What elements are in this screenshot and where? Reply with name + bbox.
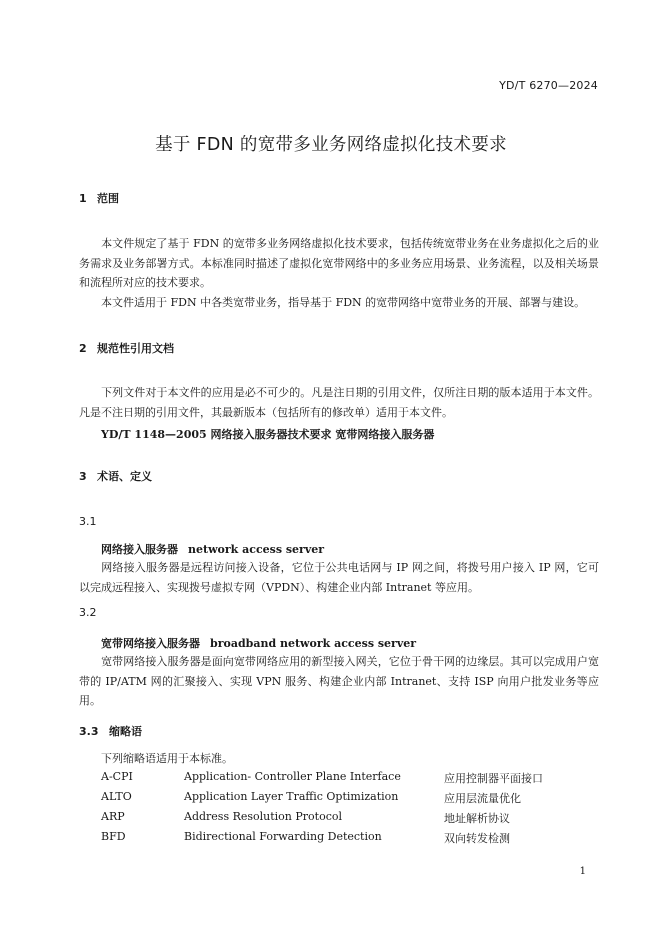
abbreviation-full: Bidirectional Forwarding Detection: [184, 830, 382, 843]
standard-number: YD/T 6270—2024: [499, 79, 598, 92]
abbreviation: BFD: [101, 830, 126, 843]
abbreviation-cn: 地址解析协议: [444, 812, 510, 825]
abbreviation: A-CPI: [101, 770, 133, 783]
section-number: 3.3: [79, 725, 99, 738]
abbreviation-cn: 应用控制器平面接口: [444, 772, 543, 785]
section-1-paragraph-1: 本文件规定了基于 FDN 的宽带多业务网络虚拟化技术要求，包括传统宽带业务在业务虚拟化之后的业务需求及业务部署方式。本标准同时描述了虚拟化宽带网络中的多业务应用场景、业务流程，以及相关场景和流程所对应的技术要求。: [79, 237, 599, 290]
abbreviation-full: Application Layer Traffic Optimization: [184, 790, 399, 803]
section-1-heading: [79, 190, 119, 206]
section-1-paragraph-2: 本文件适用于 FDN 中各类宽带业务，指导基于 FDN 的宽带网络中宽带业务的开展、部署与建设。: [101, 296, 586, 309]
abbreviation: ARP: [101, 810, 125, 823]
section-title: 缩略语: [109, 725, 142, 738]
term-3-2-number: 3.2: [79, 606, 97, 619]
abbreviation-row: [101, 770, 601, 788]
abbreviations-intro: 下列缩略语适用于本标准。: [101, 752, 233, 765]
term-3-1-definition: 网络接入服务器是远程访问接入设备，它位于公共电话网与 IP 网之间，将拨号用户接入 IP 网，它可以完成远程接入、实现拨号虚拟专网（VPDN）、构建企业内部 Intranet 等应用。: [79, 561, 599, 594]
section-title: 规范性引用文档: [97, 342, 174, 355]
document-title: 基于 FDN 的宽带多业务网络虚拟化技术要求: [155, 135, 507, 155]
section-number: 2: [79, 342, 87, 355]
term-3-1-number: 3.1: [79, 515, 97, 528]
abbreviation: ALTO: [101, 790, 132, 803]
section-number: 1: [79, 192, 87, 205]
term-3-1-title: 网络接入服务器 network access server: [101, 543, 325, 556]
page-number: 1: [579, 866, 586, 877]
section-3-heading: [79, 468, 152, 484]
section-title: 范围: [97, 192, 119, 205]
abbreviation-row: [101, 810, 601, 828]
abbreviation-cn: 双向转发检测: [444, 832, 510, 845]
normative-reference: YD/T 1148—2005 网络接入服务器技术要求 宽带网络接入服务器: [101, 428, 435, 441]
abbreviation-full: Address Resolution Protocol: [184, 810, 343, 823]
section-3-3-heading: [79, 723, 142, 739]
section-2-heading: [79, 340, 174, 356]
term-3-2-title: 宽带网络接入服务器 broadband network access server: [101, 637, 417, 650]
abbreviation-cn: 应用层流量优化: [444, 792, 521, 805]
term-3-2-definition: 宽带网络接入服务器是面向宽带网络应用的新型接入网关，它位于骨干网的边缘层。其可以完成用户宽带的 IP/ATM 网的汇聚接入、实现 VPN 服务、构建企业内部 Intranet、支持 ISP 向用户批发业务等应用。: [79, 655, 599, 708]
section-number: 3: [79, 470, 87, 483]
abbreviation-row: [101, 790, 601, 808]
section-title: 术语、定义: [97, 470, 152, 483]
abbreviation-row: [101, 830, 601, 848]
abbreviation-full: Application- Controller Plane Interface: [184, 770, 401, 783]
section-2-paragraph: 下列文件对于本文件的应用是必不可少的。凡是注日期的引用文件，仅所注日期的版本适用于本文件。凡是不注日期的引用文件，其最新版本（包括所有的修改单）适用于本文件。: [79, 386, 599, 419]
